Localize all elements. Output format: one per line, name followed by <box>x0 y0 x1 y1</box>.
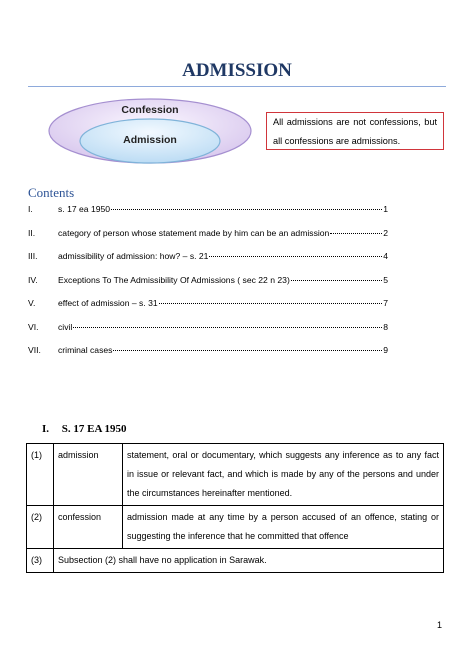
row-number: (3) <box>27 549 54 573</box>
section-number: I. <box>42 423 50 435</box>
table-row <box>27 549 444 573</box>
table-row <box>27 444 444 506</box>
row-number: (1) <box>27 444 54 506</box>
toc-page: 4 <box>383 251 388 261</box>
toc-entry[interactable] <box>28 251 388 275</box>
contents-heading: Contents <box>28 185 75 200</box>
title-underline <box>28 86 446 87</box>
section-heading <box>42 423 127 435</box>
toc-leader <box>111 209 382 210</box>
definitions-table <box>26 443 444 573</box>
row-text: admission made at any time by a person accused of an offence, stating or suggesting the inference that he committed that offence <box>123 506 444 549</box>
toc-title: effect of admission – s. 31 <box>58 298 158 308</box>
table-row <box>27 506 444 549</box>
toc-entry[interactable] <box>28 228 388 252</box>
toc-leader <box>330 233 382 234</box>
document-title: ADMISSION <box>182 60 292 81</box>
section-title: S. 17 EA 1950 <box>61 423 127 435</box>
toc-page: 2 <box>383 227 388 238</box>
toc-title: admissibility of admission: how? – s. 21 <box>58 251 209 261</box>
toc-number: III. <box>28 251 38 261</box>
row-text: Subsection (2) shall have no application in Sarawak. <box>54 549 444 573</box>
toc-page: 1 <box>383 204 388 214</box>
toc-leader <box>73 327 382 328</box>
toc-entry[interactable] <box>28 322 388 346</box>
note-line-2: all confessions are admissions. <box>273 136 401 146</box>
toc-number: IV. <box>28 274 38 285</box>
toc-page: 8 <box>383 321 388 332</box>
confession-admission-diagram <box>46 97 256 169</box>
row-text: statement, oral or documentary, which suggests any inference as to any fact in issue or relevant fact, and which is made by any of the persons and under the circumstances hereinafter mentioned. <box>123 444 444 506</box>
toc-page: 9 <box>383 345 388 355</box>
table-of-contents <box>28 204 388 369</box>
admission-label: Admission <box>123 134 177 146</box>
toc-number: VII. <box>28 345 41 355</box>
toc-title: criminal cases <box>58 345 113 355</box>
toc-leader <box>113 350 382 351</box>
toc-title: s. 17 ea 1950 <box>58 204 111 214</box>
toc-leader <box>159 303 383 304</box>
note-line-1: All admissions are not confessions, but <box>273 117 437 127</box>
toc-title: Exceptions To The Admissibility Of Admissions ( sec 22 n 23) <box>58 274 290 285</box>
row-term: confession <box>54 506 123 549</box>
toc-leader <box>291 280 382 281</box>
toc-number: VI. <box>28 321 39 332</box>
confession-label: Confession <box>121 104 179 116</box>
toc-entry[interactable] <box>28 275 388 299</box>
toc-title: category of person whose statement made by him can be an admission <box>58 227 330 238</box>
toc-leader <box>209 256 382 257</box>
note-box <box>266 112 444 150</box>
toc-entry[interactable] <box>28 298 388 322</box>
toc-number: V. <box>28 298 36 308</box>
toc-page: 7 <box>383 298 388 308</box>
page-number: 1 <box>437 620 443 630</box>
row-number: (2) <box>27 506 54 549</box>
toc-number: II. <box>28 227 36 238</box>
toc-title: civil <box>58 321 73 332</box>
toc-number: I. <box>28 204 33 214</box>
toc-entry[interactable] <box>28 204 388 228</box>
row-term: admission <box>54 444 123 506</box>
toc-entry[interactable] <box>28 345 388 369</box>
toc-page: 5 <box>383 274 388 285</box>
